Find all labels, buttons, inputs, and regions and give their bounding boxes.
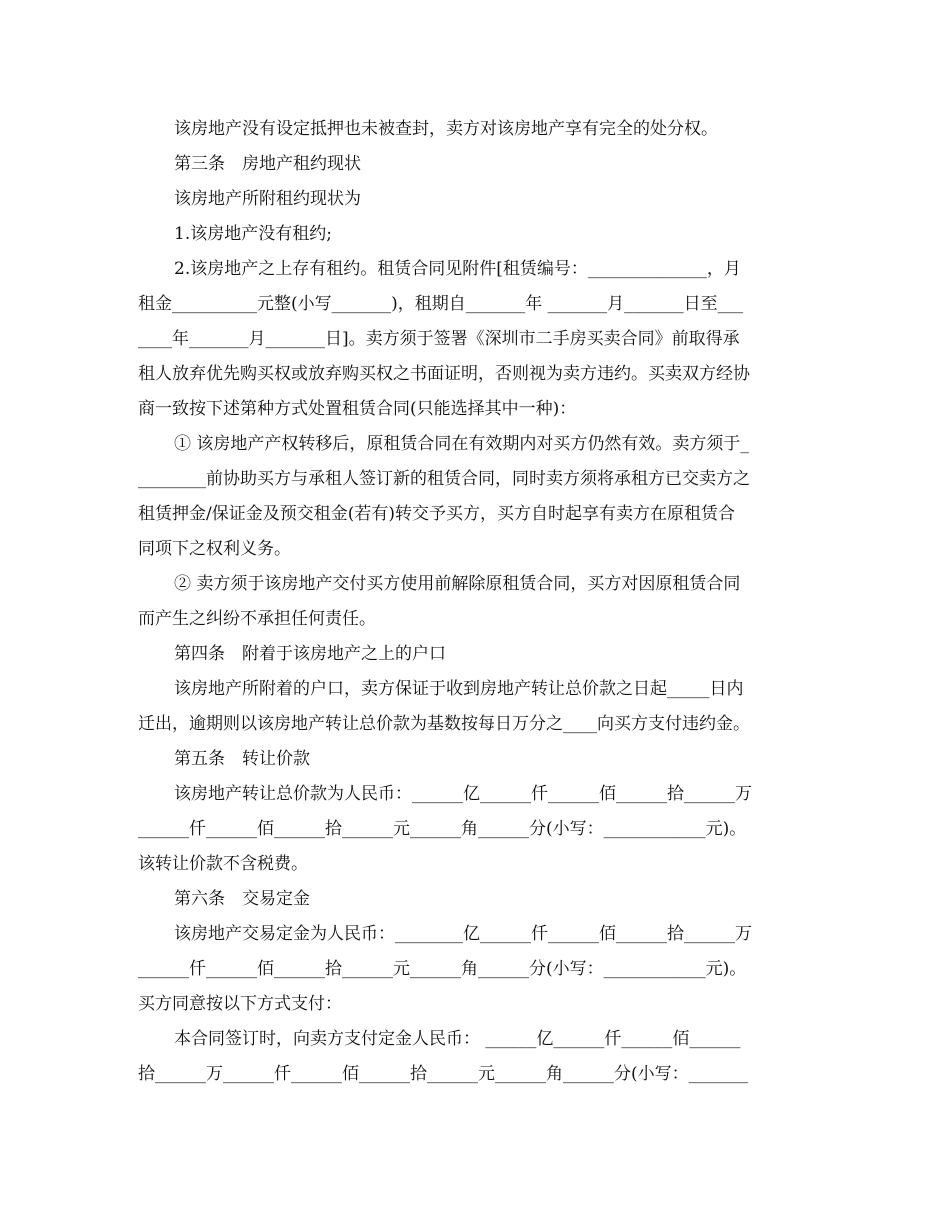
line-text: 第五条 转让价款	[174, 749, 310, 769]
document-line	[138, 707, 814, 742]
document-body	[138, 112, 814, 1092]
document-line	[138, 252, 814, 287]
document-line	[138, 392, 814, 427]
line-text: 该房地产转让总价款为人民币：______亿______仟______佰______拾______万	[174, 784, 752, 804]
document-line	[138, 882, 814, 917]
document-line	[138, 917, 814, 952]
line-text: 2.该房地产之上存有租约。租赁合同见附件[租赁编号：______________，月	[174, 259, 741, 279]
line-text: 第六条 交易定金	[174, 889, 310, 909]
line-text: 迁出，逾期则以该房地产转让总价款为基数按每日万分之____向买方支付违约金。	[138, 714, 750, 734]
document-line	[138, 672, 814, 707]
document-line	[138, 182, 814, 217]
document-line	[138, 1057, 814, 1092]
line-text: 本合同签订时，向卖方支付定金人民币： ______亿______仟______佰______	[174, 1029, 741, 1049]
line-text: 买方同意按以下方式支付：	[138, 994, 342, 1014]
document-line	[138, 322, 814, 357]
line-text: ① 该房地产产权转移后，原租赁合同在有效期内对买方仍然有效。卖方须于_	[174, 434, 749, 454]
document-line	[138, 637, 814, 672]
document-line	[138, 112, 814, 147]
document-line	[138, 987, 814, 1022]
document-line	[138, 777, 814, 812]
document-line	[138, 952, 814, 987]
line-text: 拾______万______仟______佰______拾______元______角______分(小写：_______	[138, 1064, 749, 1084]
document-line	[138, 567, 814, 602]
line-text: 该房地产所附租约现状为	[174, 189, 361, 209]
line-text: 1.该房地产没有租约;	[174, 224, 332, 244]
document-line	[138, 147, 814, 182]
document-line	[138, 847, 814, 882]
document-line	[138, 357, 814, 392]
line-text: 该转让价款不含税费。	[138, 854, 308, 874]
line-text: 租金__________元整(小写_______)，租期自_______年 _______月_______日至___	[138, 294, 744, 314]
document-line	[138, 812, 814, 847]
line-text: 租赁押金/保证金及预交租金(若有)转交予买方，买方自时起享有卖方在原租赁合	[138, 504, 735, 524]
line-text: 第四条 附着于该房地产之上的户口	[174, 644, 446, 664]
line-text: 而产生之纠纷不承担任何责任。	[138, 609, 376, 629]
line-text: ② 卖方须于该房地产交付买方使用前解除原租赁合同，买方对因原租赁合同	[174, 574, 741, 594]
line-text: ______仟______佰______拾______元______角______分(小写：____________元)。	[138, 819, 747, 839]
document-line	[138, 287, 814, 322]
document-line	[138, 497, 814, 532]
line-text: ________前协助买方与承租人签订新的租赁合同，同时卖方须将承租方已交卖方之	[138, 469, 750, 489]
line-text: 该房地产交易定金为人民币：________亿______仟______佰______拾______万	[174, 924, 752, 944]
line-text: 同项下之权利义务。	[138, 539, 291, 559]
line-text: ____年_______月_______日]。卖方须于签署《深圳市二手房买卖合同》前取得承	[138, 329, 740, 349]
document-line	[138, 602, 814, 637]
document-line	[138, 1022, 814, 1057]
line-text: ______仟______佰______拾______元______角______分(小写：____________元)。	[138, 959, 747, 979]
line-text: 该房地产没有设定抵押也未被查封，卖方对该房地产享有完全的处分权。	[174, 119, 718, 139]
line-text: 第三条 房地产租约现状	[174, 154, 361, 174]
line-text: 该房地产所附着的户口，卖方保证于收到房地产转让总价款之日起_____日内	[174, 679, 744, 699]
document-line	[138, 742, 814, 777]
document-line	[138, 427, 814, 462]
document-line	[138, 532, 814, 567]
document-line	[138, 217, 814, 252]
line-text: 租人放弃优先购买权或放弃购买权之书面证明，否则视为卖方违约。买卖双方经协	[138, 364, 750, 384]
line-text: 商一致按下述第种方式处置租赁合同(只能选择其中一种)：	[138, 399, 577, 419]
document-line	[138, 462, 814, 497]
